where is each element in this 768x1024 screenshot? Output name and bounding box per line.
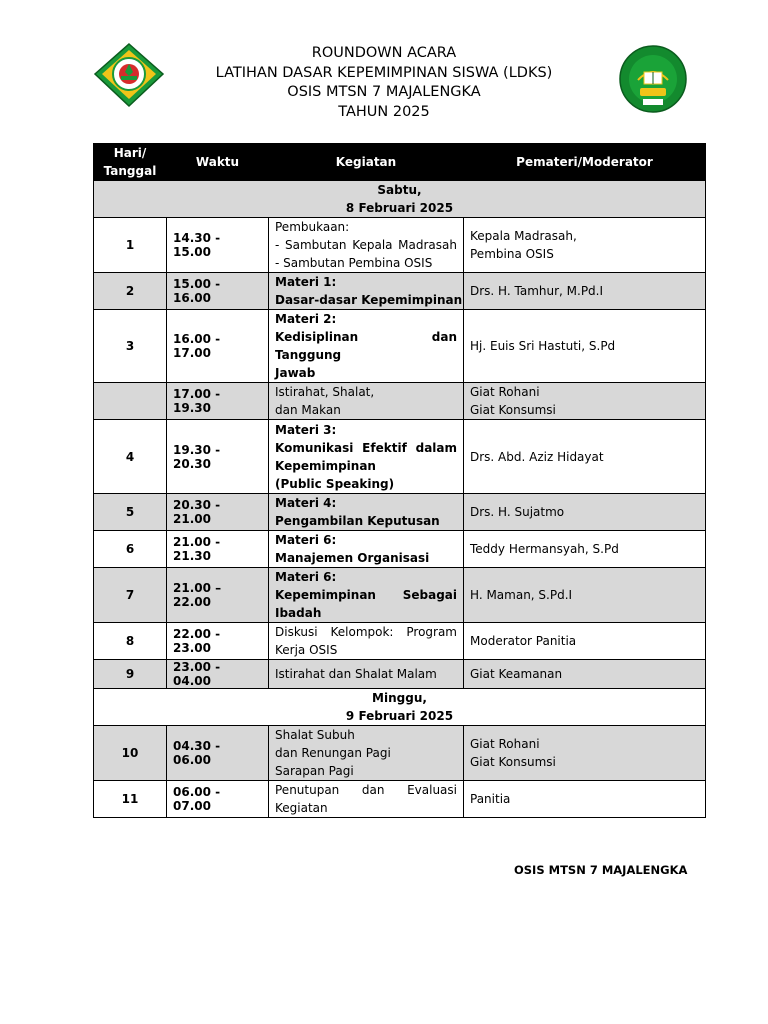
row-time: 17.00 - 19.30: [167, 383, 269, 420]
speaker-line: Hj. Euis Sri Hastuti, S.Pd: [470, 339, 616, 353]
row-time: 23.00 - 04.00: [167, 660, 269, 689]
activity-line: dan Renungan Pagi: [275, 746, 391, 760]
speaker-line: Giat Konsumsi: [470, 755, 556, 769]
header-day-line-2: Tanggal: [103, 164, 157, 178]
speaker-line: Giat Rohani: [470, 737, 540, 751]
header-day-line-1: Hari/: [113, 146, 147, 160]
title-line-3: OSIS MTSN 7 MAJALENGKA: [287, 84, 481, 100]
row-activity: [269, 726, 464, 781]
row-no: 5: [94, 494, 167, 531]
title-line-1: ROUNDOWN ACARA: [311, 45, 457, 61]
activity-line: Pembukaan:: [275, 220, 350, 234]
row-time: 15.00 - 16.00: [167, 273, 269, 310]
activity-line: Materi 6:: [275, 533, 337, 547]
activity-line: (Public Speaking): [275, 476, 395, 491]
row-activity: [269, 310, 464, 383]
activity-line: Istirahat, Shalat,: [275, 385, 375, 399]
speaker-line: Drs. H. Sujatmo: [470, 505, 565, 519]
row-speaker: [464, 531, 706, 568]
speaker-line: Giat Konsumsi: [470, 403, 556, 417]
activity-line: Kerja OSIS: [275, 643, 338, 657]
row-no: 1: [94, 218, 167, 273]
row-time: 16.00 - 17.00: [167, 310, 269, 383]
speaker-line: Drs. H. Tamhur, M.Pd.I: [470, 284, 604, 298]
row-activity: [269, 494, 464, 531]
row-speaker: [464, 494, 706, 531]
row-time: 04.30 - 06.00: [167, 726, 269, 781]
activity-line: Istirahat dan Shalat Malam: [275, 667, 437, 681]
activity-line: Materi 2:: [275, 312, 337, 326]
row-no: 4: [94, 420, 167, 494]
activity-line: Komunikasi Efektif dalam: [275, 440, 457, 455]
row-speaker: [464, 568, 706, 623]
speaker-line: Drs. Abd. Aziz Hidayat: [470, 449, 604, 464]
table-row: [94, 781, 706, 818]
activity-line: Ibadah: [275, 606, 322, 620]
header-day: [94, 144, 167, 181]
day-row-sunday: [94, 689, 706, 726]
mtsn-logo-icon: [93, 42, 165, 108]
table-row: [94, 568, 706, 623]
table-row: [94, 531, 706, 568]
row-time: 19.30 - 20.30: [167, 420, 269, 494]
activity-line: Dasar-dasar Kepemimpinan: [275, 293, 463, 307]
row-speaker: [464, 218, 706, 273]
activity-line: Diskusi Kelompok: Program: [275, 625, 457, 639]
row-no: 2: [94, 273, 167, 310]
row-activity: [269, 383, 464, 420]
row-speaker: [464, 623, 706, 660]
day-saturday: [94, 181, 706, 218]
activity-line: Materi 4:: [275, 496, 337, 510]
row-activity: [269, 531, 464, 568]
day-sunday: [94, 689, 706, 726]
row-speaker: [464, 420, 706, 494]
activity-line: Kegiatan: [275, 801, 328, 815]
table-row: [94, 660, 706, 689]
row-no: 10: [94, 726, 167, 781]
row-speaker: [464, 660, 706, 689]
activity-line: Kepemimpinan: [275, 458, 376, 473]
day-sunday-line-2: 9 Februari 2025: [345, 709, 454, 723]
schedule-table: [93, 143, 706, 818]
table-row: [94, 494, 706, 531]
row-time: 14.30 - 15.00: [167, 218, 269, 273]
activity-line: Penutupan dan Evaluasi: [275, 783, 457, 797]
speaker-line: Panitia: [470, 792, 511, 806]
table-row: [94, 273, 706, 310]
signature-line: OSIS MTSN 7 MAJALENGKA: [514, 863, 688, 877]
row-time: 21.00 – 22.00: [167, 568, 269, 623]
title-line-4: TAHUN 2025: [338, 103, 430, 120]
day-saturday-line-1: Sabtu,: [377, 183, 422, 197]
row-speaker: [464, 383, 706, 420]
activity-line: Pengambilan Keputusan: [275, 514, 440, 528]
title-line-2: LATIHAN DASAR KEPEMIMPINAN SISWA (LDKS): [215, 64, 553, 81]
activity-line: Jawab: [275, 366, 316, 380]
row-no: 11: [94, 781, 167, 818]
row-no: 7: [94, 568, 167, 623]
speaker-line: Moderator Panitia: [470, 634, 577, 648]
row-speaker: [464, 781, 706, 818]
activity-line: Materi 1:: [275, 275, 337, 289]
activity-line: Shalat Subuh: [275, 728, 355, 742]
speaker-line: Pembina OSIS: [470, 247, 554, 261]
row-no: 3: [94, 310, 167, 383]
row-no: 6: [94, 531, 167, 568]
activity-line: Materi 3:: [275, 422, 337, 437]
row-time: 21.00 - 21.30: [167, 531, 269, 568]
activity-line: - Sambutan Pembina OSIS: [275, 256, 433, 270]
document-title: [160, 44, 608, 122]
table-row: [94, 420, 706, 494]
row-time: 20.30 - 21.00: [167, 494, 269, 531]
header-activity: Kegiatan: [269, 144, 464, 181]
speaker-line: Teddy Hermansyah, S.Pd: [470, 542, 619, 556]
table-row: [94, 623, 706, 660]
activity-line: Materi 6:: [275, 570, 337, 584]
table-row: [94, 310, 706, 383]
activity-line: Kedisiplinan dan Tanggung: [275, 330, 457, 362]
row-activity: [269, 420, 464, 494]
day-row-saturday: [94, 181, 706, 218]
activity-line: Sarapan Pagi: [275, 764, 354, 778]
osis-logo-icon: [616, 44, 690, 114]
activity-line: dan Makan: [275, 403, 341, 417]
row-no: 9: [94, 660, 167, 689]
speaker-line: Giat Keamanan: [470, 667, 563, 681]
header-time: Waktu: [167, 144, 269, 181]
row-speaker: [464, 273, 706, 310]
table-header-row: [94, 144, 706, 181]
header-speaker: Pemateri/Moderator: [464, 144, 706, 181]
row-no: [94, 383, 167, 420]
row-speaker: [464, 310, 706, 383]
activity-line: - Sambutan Kepala Madrasah: [275, 238, 457, 252]
row-no: 8: [94, 623, 167, 660]
table-row: [94, 726, 706, 781]
row-activity: [269, 660, 464, 689]
row-activity: [269, 568, 464, 623]
row-time: 22.00 - 23.00: [167, 623, 269, 660]
activity-line: Manajemen Organisasi: [275, 551, 430, 565]
row-speaker: [464, 726, 706, 781]
row-activity: [269, 623, 464, 660]
table-row: [94, 383, 706, 420]
speaker-line: Kepala Madrasah,: [470, 229, 577, 243]
row-activity: [269, 273, 464, 310]
row-activity: [269, 218, 464, 273]
row-time: 06.00 - 07.00: [167, 781, 269, 818]
day-sunday-line-1: Minggu,: [372, 691, 427, 705]
table-row: [94, 218, 706, 273]
day-saturday-line-2: 8 Februari 2025: [345, 201, 454, 215]
speaker-line: Giat Rohani: [470, 385, 540, 399]
row-activity: [269, 781, 464, 818]
activity-line: Kepemimpinan Sebagai: [275, 588, 457, 602]
speaker-line: H. Maman, S.Pd.I: [470, 588, 573, 602]
